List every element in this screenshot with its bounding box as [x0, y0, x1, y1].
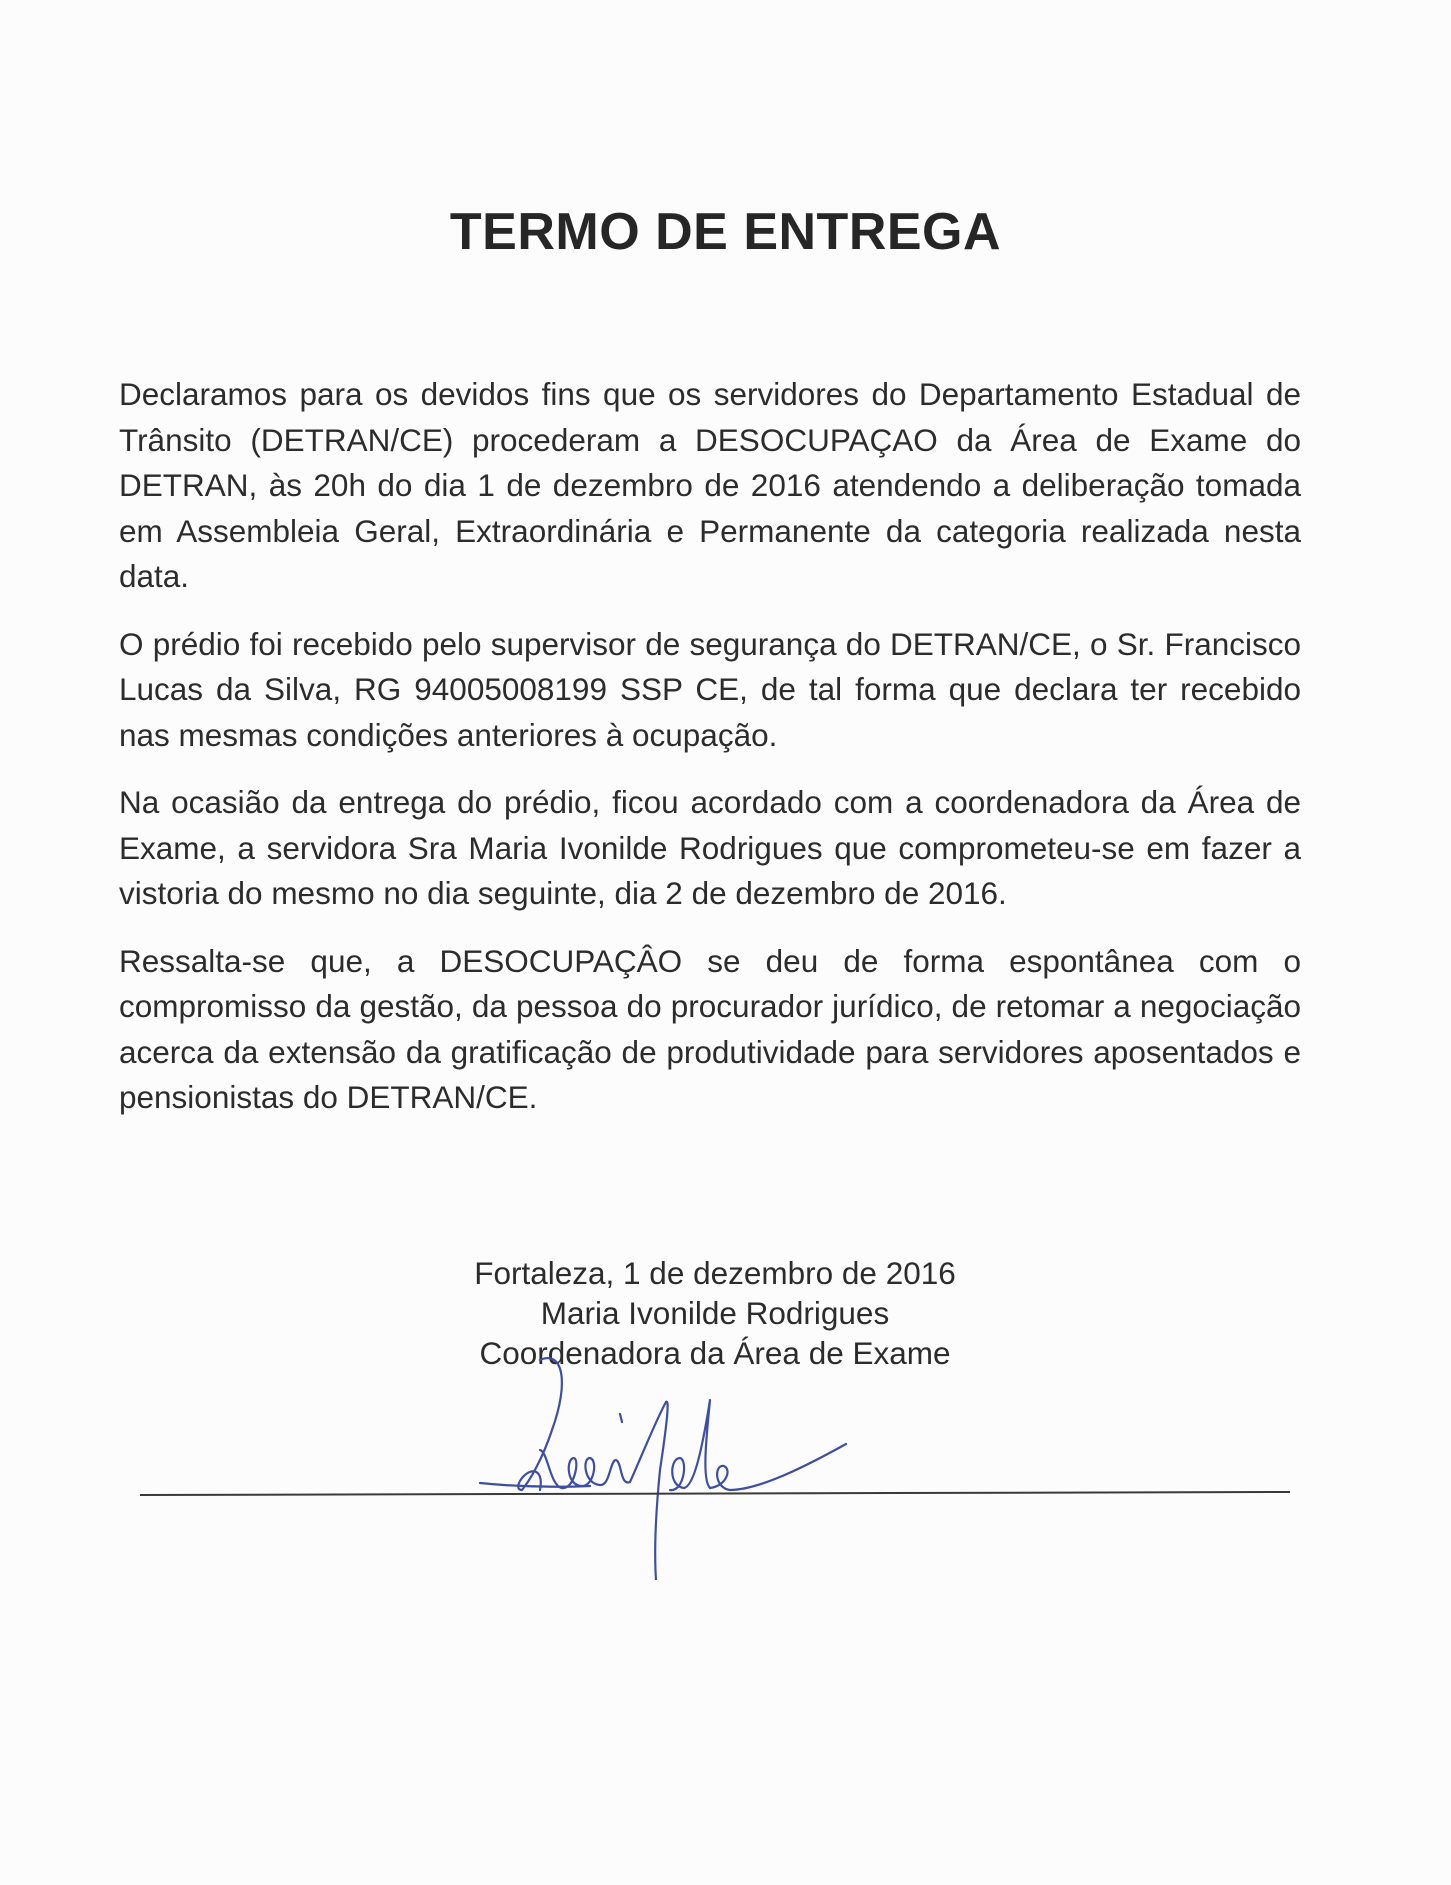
document-body: [119, 372, 1301, 1143]
paragraph-declaration: Declaramos para os devidos fins que os servidores do Departamento Estadual de Trânsito (DETRAN/CE) procederam a DESOCUPAÇAO da Área de Exame do DETRAN, às 20h do dia 1 de dezembro de 2016 atendendo a deliberação tomada em Assembleia Geral, Extraordinária e Permanente da categoria realizada nesta data.: [119, 376, 1301, 594]
handwritten-signature: [470, 1340, 850, 1580]
signer-role: Coordenadora da Área de Exame: [479, 1335, 951, 1371]
paragraph-negotiation: Ressalta-se que, a DESOCUPAÇÂO se deu de forma espontânea com o compromisso da gestão, da pessoa do procurador jurídico, de retomar a negociação acerca da extensão da gratificação de produtividade para servidores aposentados e pensionistas do DETRAN/CE.: [119, 942, 1301, 1115]
document-title: TERMO DE ENTREGA: [449, 203, 1002, 261]
place-date: Fortaleza, 1 de dezembro de 2016: [474, 1255, 956, 1291]
paragraph-building-received: O prédio foi recebido pelo supervisor de segurança do DETRAN/CE, o Sr. Francisco Lucas da Silva, RG 94005008199 SSP CE, de tal forma que declara ter recebido nas mesmas condições anteriores à ocupação.: [119, 625, 1301, 753]
paragraph-inspection-agreement: Na ocasião da entrega do prédio, ficou acordado com a coordenadora da Área de Exame, a servidora Sra Maria Ivonilde Rodrigues que comprometeu-se em fazer a vistoria do mesmo no dia seguinte, dia 2 de dezembro de 2016.: [119, 784, 1301, 911]
signer-name: Maria Ivonilde Rodrigues: [540, 1295, 890, 1331]
